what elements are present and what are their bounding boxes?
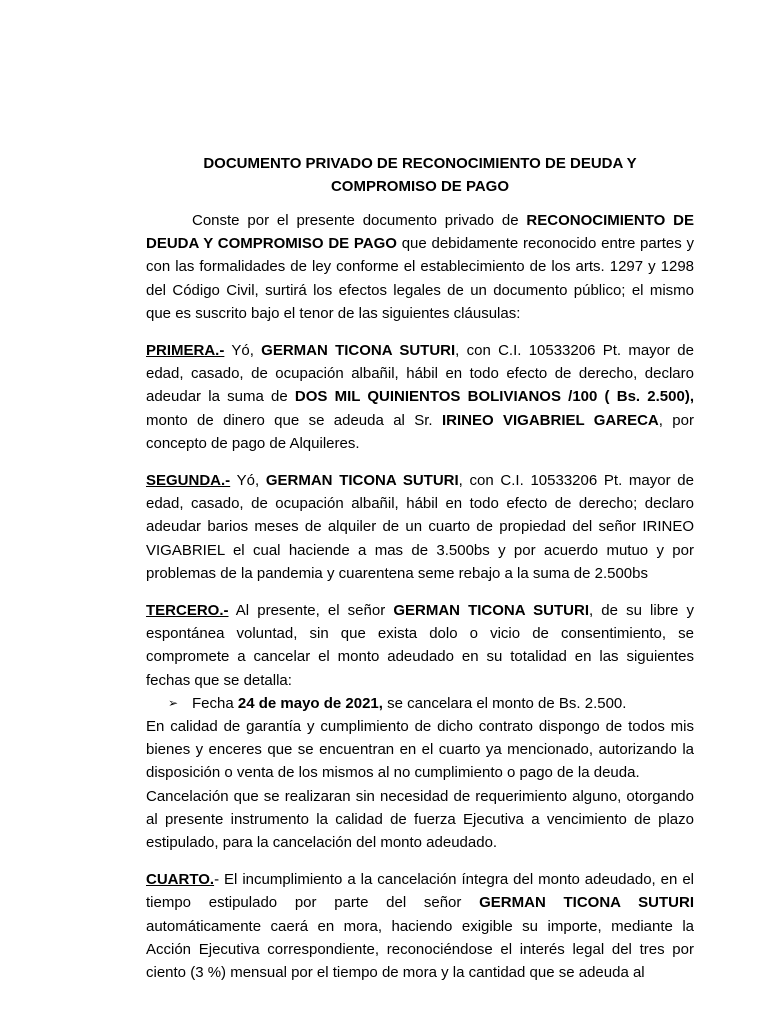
tercero-text-2: , de su libre y espontánea voluntad, sin que exista dolo o vicio de consentimiento, se compromete a cancelar el monto adeudado en su totalidad en las siguientes fechas que se detalla: (146, 602, 694, 689)
clause-primera-heading: PRIMERA.- (146, 342, 225, 360)
tercero-cancellation-paragraph: Cancelación que se realizaran sin necesidad de requerimiento alguno, otorgando al presente instrumento la calidad de fuerza Ejecutiva a vencimiento de plazo estipulado, para la cancelación del monto adeudado. (146, 787, 694, 852)
segunda-text-2: , con C.I. 10533206 Pt. mayor de edad, casado, de ocupación albañil, hábil en todo efecto de derecho; declaro adeudar barios meses de alquiler de un cuarto de propiedad del señor IRINEO VIGABRIEL el cual haciende a mas de 3.500bs y por acuerdo mutuo y por problemas de la pandemia y cuarentena seme rebajo a la suma de 2.500bs (146, 472, 694, 582)
primera-text-3: monto de dinero que se adeuda al Sr. (146, 411, 442, 429)
primera-creditor: IRINEO VIGABRIEL GARECA (441, 411, 659, 429)
payment-date-bullet (146, 692, 694, 715)
clause-tercero (146, 599, 694, 692)
clause-segunda (146, 469, 694, 585)
intro-text-1: Conste por el presente documento privado de (192, 212, 527, 229)
cuarto-text-2: automáticamente caerá en mora, haciendo exigible su importe, mediante la Acción Ejecutiva correspondiente, reconociéndose el interés legal del tres por ciento (3 %) mensual por el tiempo de mora y la cantidad que se adeuda al (146, 917, 694, 982)
intro-text-2: que debidamente reconocido entre partes y con las formalidades de ley conforme el establecimiento de los arts. 1297 y 1298 del Código Civil, surtirá los efectos legales de un documento público; el mismo que es suscrito bajo el tenor de las siguientes cláusulas: (146, 235, 694, 322)
segunda-name: GERMAN TICONA SUTURI (265, 472, 459, 490)
primera-text-2: , con C.I. 10533206 Pt. mayor de edad, casado, de ocupación albañil, hábil en todo efecto de derecho, declaro adeudar la suma de (146, 342, 694, 406)
clause-tercero-heading: TERCERO.- (146, 602, 229, 620)
primera-text-1: Yó, (224, 342, 262, 360)
primera-name: GERMAN TICONA SUTURI (261, 342, 456, 360)
tercero-guarantee-paragraph: En calidad de garantía y cumplimiento de dicho contrato dispongo de todos mis bienes y enceres que se encuentran en el cuarto ya mencionado, autorizando la disposición o venta de los mismos al no cumplimiento o pago de la deuda. (146, 718, 694, 782)
document-title (146, 152, 694, 198)
arrow-bullet-icon: ➢ (168, 695, 179, 710)
bullet-date: 24 de mayo de 2021, (237, 694, 383, 712)
document-body (146, 209, 694, 984)
tercero-name: GERMAN TICONA SUTURI (393, 602, 589, 620)
clause-cuarto-heading: CUARTO. (146, 871, 215, 889)
bullet-text-1: Fecha (192, 694, 238, 712)
bullet-text-2: se cancelara el monto de Bs. 2.500. (382, 694, 627, 712)
segunda-text-1: Yó, (230, 472, 266, 490)
intro-paragraph (146, 209, 694, 325)
clause-cuarto (146, 868, 694, 984)
clause-segunda-heading: SEGUNDA.- (146, 472, 231, 490)
tercero-text-1: Al presente, el señor (228, 602, 394, 620)
primera-amount: DOS MIL QUINIENTOS BOLIVIANOS /100 ( Bs. 2.500), (294, 388, 694, 406)
cuarto-name: GERMAN TICONA SUTURI (479, 894, 694, 912)
cuarto-text-1: - El incumplimiento a la cancelación íntegra del monto adeudado, en el tiempo estipulado por parte del señor (146, 871, 694, 912)
clause-primera (146, 339, 694, 455)
primera-text-4: , por concepto de pago de Alquileres. (146, 411, 694, 452)
title-line-2: COMPROMISO DE PAGO (330, 178, 510, 195)
bullet-text (192, 692, 626, 715)
title-line-1: DOCUMENTO PRIVADO DE RECONOCIMIENTO DE DEUDA Y (203, 155, 637, 172)
intro-bold-1: RECONOCIMIENTO DE DEUDA Y COMPROMISO DE PAGO (146, 212, 695, 253)
